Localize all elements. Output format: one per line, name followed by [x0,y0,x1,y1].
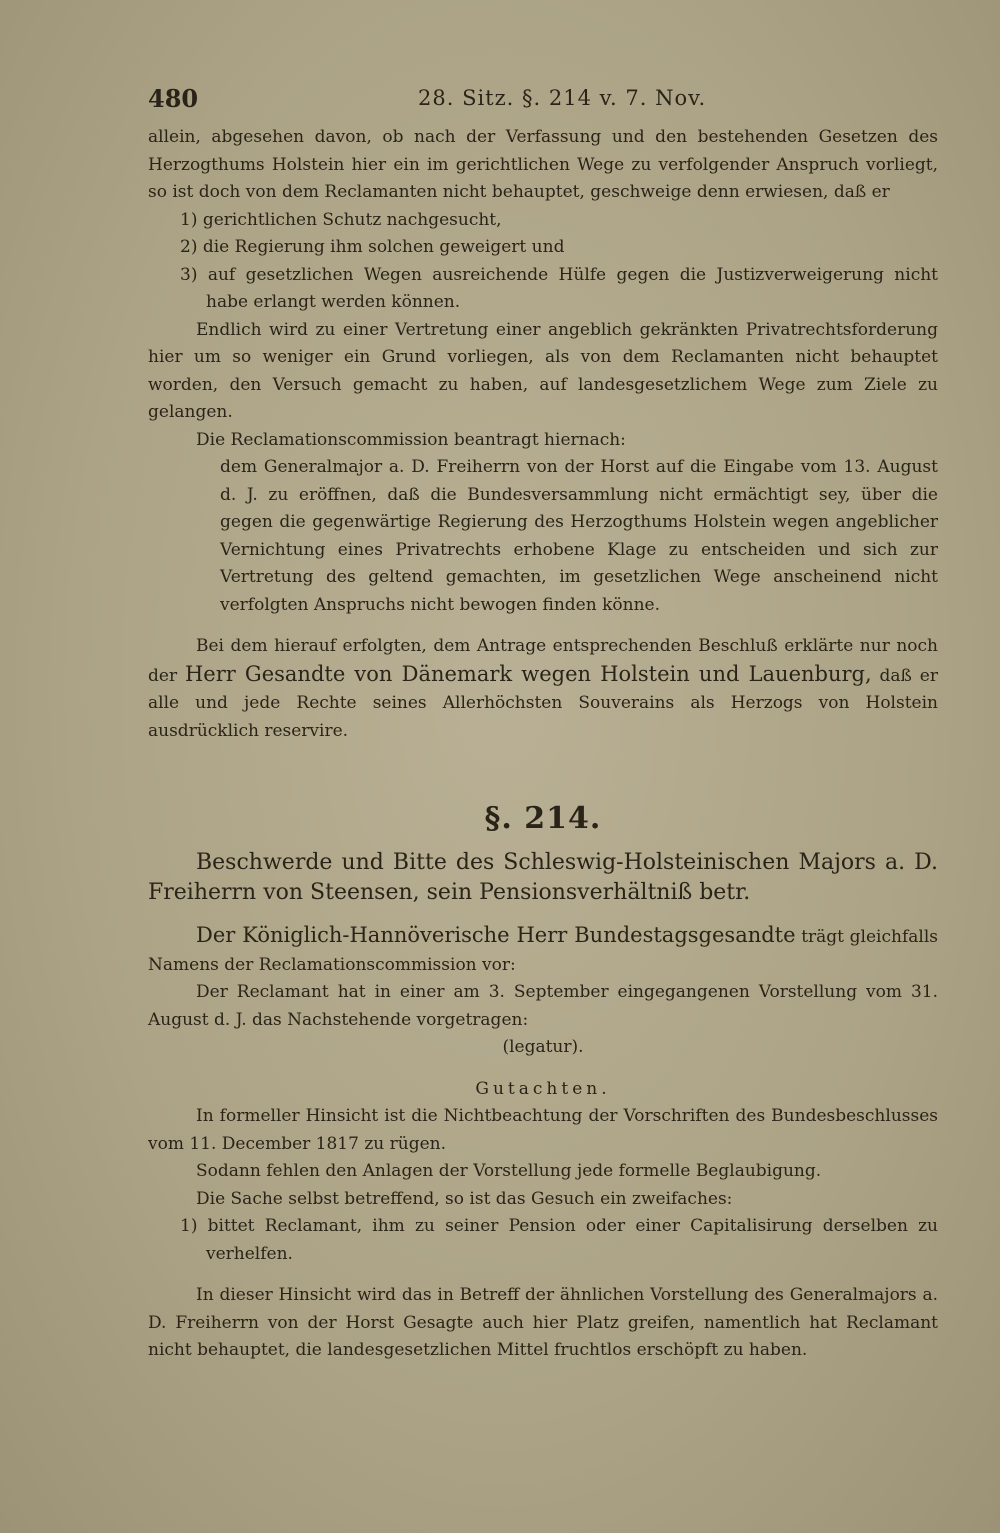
danish-envoy: Herr Gesandte von Dänemark wegen Holstein und Lauenburg, [184,661,872,686]
running-title: 28. Sitz. §. 214 v. 7. Nov. [418,86,707,110]
paragraph-10: In dieser Hinsicht wird das in Betreff der ähnlichen Vorstellung des Generalmajors a. D. Freiherrn von der Horst Gesagte auch hier Platz greifen, namentlich hat Reclamant nicht behauptet, die landesgesetzlichen Mittel fruchtlos erschöpft zu haben. [148,1285,938,1360]
paragraph-4 [148,633,938,745]
hanover-envoy: Der Königlich-Hannöverische Herr Bundestagsgesandte [196,923,796,947]
paragraph-9: Die Sache selbst betreffend, so ist das Gesuch ein zweifaches: [196,1188,733,1209]
paragraph-3: Die Reclamationscommission beantragt hiernach: [196,429,626,450]
list-item-3: 3) auf gesetzlichen Wegen ausreichende Hülfe gegen die Justizverweigerung nicht habe erlangt werden können. [180,264,938,312]
motion-text: dem Generalmajor a. D. Freiherrn von der Horst auf die Eingabe vom 13. August d. J. zu eröffnen, daß die Bundesversammlung nicht ermächtigt sey, über die gegen die gegenwärtige Regierung des Herzogthums Holstein wegen angeblicher Vernichtung eines Privatrechts erhobene Klage zu entscheiden und sich zur Vertretung des geltend gemachten, im gesetzlichen Wege anscheinend nicht verfolgten Anspruchs nicht bewogen finden könne. [220,457,938,615]
page-header [148,80,938,124]
paragraph-6: Der Reclamant hat in einer am 3. September eingegangenen Vorstellung vom 31. August d. J. das Nachstehende vorgetragen: [148,982,938,1030]
list-item-4: 1) bittet Reclamant, ihm zu seiner Pension oder einer Capitalisirung derselben zu verhelfen. [180,1216,938,1264]
paragraph-4-end: daß er alle und jede Rechte seines Allerhöchsten Souverains als Herzogs von Holstein ausdrücklich reservire. [148,665,938,741]
gutachten-heading: Gutachten. [475,1078,611,1099]
section-title: Beschwerde und Bitte des Schleswig-Holsteinischen Majors a. D. Freiherrn von Steensen, sein Pensionsverhältniß betr. [148,850,938,905]
paragraph-1: allein, abgesehen davon, ob nach der Verfassung und den bestehenden Gesetzen des Herzogthums Holstein hier ein im gerichtlichen Wege zu verfolgender Anspruch vorliegt, so ist doch von dem Reclamanten nicht behauptet, geschweige denn erwiesen, daß er [148,127,938,202]
section-heading: §. 214. [484,801,602,836]
paragraph-4-start: Bei dem hierauf erfolgten, dem Antrage entsprechenden Beschluß erklärte nur noch der [148,636,938,686]
list-item-1: 1) gerichtlichen Schutz nachgesucht, [180,209,502,230]
paragraph-5 [148,922,938,979]
legatur-note: (legatur). [502,1037,584,1057]
paragraph-7: In formeller Hinsicht ist die Nichtbeachtung der Vorschriften des Bundesbeschlusses vom 11. December 1817 zu rügen. [148,1106,938,1154]
paragraph-5-end: trägt gleichfalls Namens der Reclamationscommission vor: [148,927,938,975]
list-item-2: 2) die Regierung ihm solchen geweigert und [180,237,565,257]
page-number: 480 [148,84,199,113]
text-block [148,80,938,1365]
paragraph-2: Endlich wird zu einer Vertretung einer angeblich gekränkten Privatrechtsforderung hier um so weniger ein Grund vorliegen, als von dem Reclamanten nicht behauptet worden, den Versuch gemacht zu haben, auf landesgesetzlichem Wege zum Ziele zu gelangen. [148,319,938,422]
paragraph-8: Sodann fehlen den Anlagen der Vorstellung jede formelle Beglaubigung. [196,1161,822,1181]
